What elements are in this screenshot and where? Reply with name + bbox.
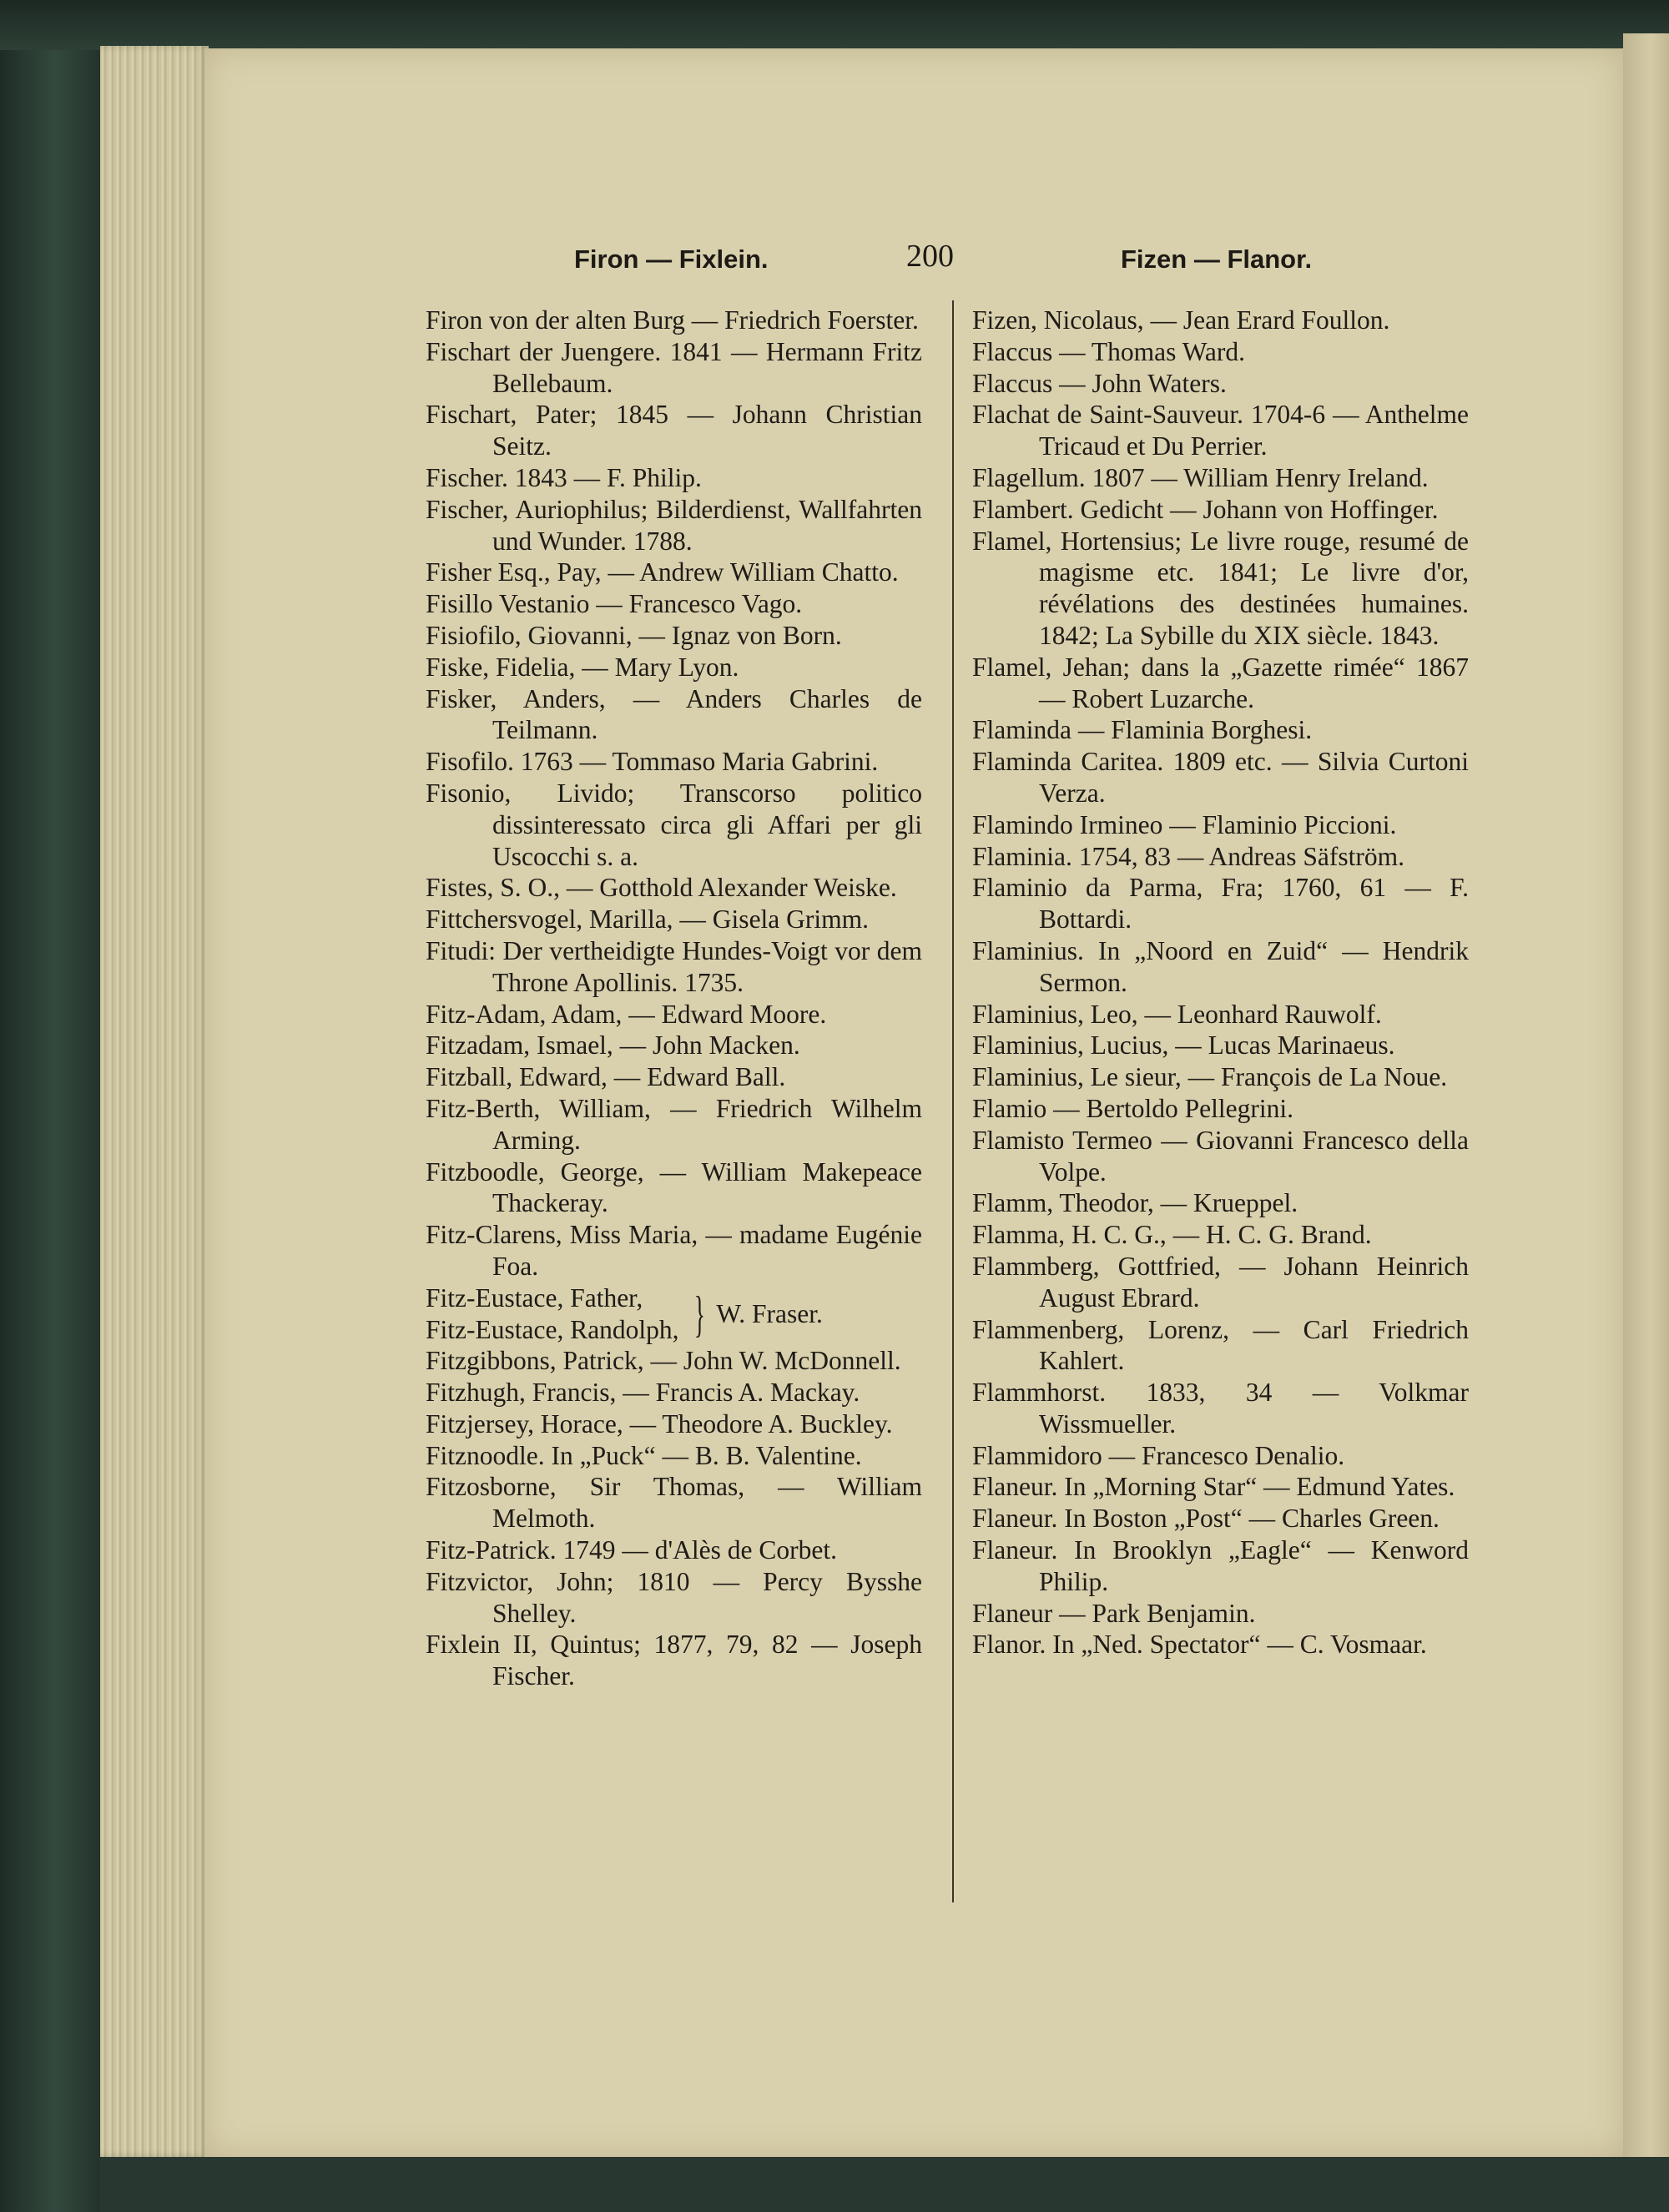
entry: Fitzgibbons, Patrick, — John W. McDonnell.	[426, 1346, 901, 1376]
entry: Fisofilo. 1763 — Tommaso Maria Gabrini.	[426, 747, 879, 777]
entry: Fitz-Berth, William, — Friedrich Wilhelm Arming.	[426, 1093, 922, 1155]
book-binding	[0, 0, 100, 2212]
column-right	[972, 305, 1469, 1660]
entry: Flamel, Jehan; dans la „Gazette rimée“ 1867 — Robert Luzarche.	[972, 652, 1469, 713]
column-left	[426, 305, 922, 1692]
entry: Fitznoodle. In „Puck“ — B. B. Valentine.	[426, 1440, 862, 1470]
entry: Fitzvictor, John; 1810 — Percy Bysshe Shelley.	[426, 1566, 922, 1628]
entry: Flagellum. 1807 — William Henry Ireland.	[972, 462, 1429, 492]
entry: Fitz-Patrick. 1749 — d'Alès de Corbet.	[426, 1535, 837, 1565]
page-number: 200	[906, 239, 954, 274]
entry: Flaneur. In Boston „Post“ — Charles Green.	[972, 1504, 1440, 1534]
entry: Flaminius, Lucius, — Lucas Marinaeus.	[972, 1030, 1395, 1061]
entry: Fittchersvogel, Marilla, — Gisela Grimm.	[426, 904, 870, 935]
bottom-edge	[100, 2157, 1669, 2212]
entry: Flaneur. In Brooklyn „Eagle“ — Kenword Philip.	[972, 1535, 1469, 1596]
entry: Fisker, Anders, — Anders Charles de Teilmann.	[426, 683, 922, 745]
entry: Fistes, S. O., — Gotthold Alexander Weiske.	[426, 873, 897, 903]
entry: Flamisto Termeo — Giovanni Francesco della Volpe.	[972, 1125, 1469, 1187]
entry: Fitzadam, Ismael, — John Macken.	[426, 1030, 800, 1061]
entry: Flamio — Bertoldo Pellegrini.	[972, 1093, 1293, 1123]
entry: Fitzhugh, Francis, — Francis A. Mackay.	[426, 1378, 860, 1408]
entry: Flaminda Caritea. 1809 etc. — Silvia Curtoni Verza.	[972, 747, 1469, 808]
entry: Fitz-Eustace, Father,	[426, 1282, 643, 1313]
entry: Flamel, Hortensius; Le livre rouge, resumé de magisme etc. 1841; Le livre d'or, révélations des destinées humaines. 1842; La Sybille du XIX siècle. 1843.	[972, 526, 1469, 650]
entry: Fitzball, Edward, — Edward Ball.	[426, 1062, 786, 1092]
entry: Fisillo Vestanio — Francesco Vago.	[426, 589, 803, 619]
entry: Fischer. 1843 — F. Philip.	[426, 462, 702, 492]
entry: Fixlein II, Quintus; 1877, 79, 82 — Joseph Fischer.	[426, 1630, 922, 1691]
entry: Fisiofilo, Giovanni, — Ignaz von Born.	[426, 620, 842, 650]
column-rule	[952, 300, 954, 1902]
entry: Flaminius. In „Noord en Zuid“ — Hendrik Sermon.	[972, 935, 1469, 997]
entry: Flambert. Gedicht — Johann von Hoffinger.	[972, 494, 1439, 524]
entry: Fitzjersey, Horace, — Theodore A. Buckley.	[426, 1408, 893, 1439]
entry: Flamma, H. C. G., — H. C. G. Brand.	[972, 1220, 1372, 1250]
running-head-left: Firon — Fixlein.	[574, 244, 769, 274]
entry: Flaminio da Parma, Fra; 1760, 61 — F. Bottardi.	[972, 873, 1469, 935]
entry: Fischart der Juengere. 1841 — Hermann Fritz Bellebaum.	[426, 336, 922, 398]
entry: Flamindo Irmineo — Flaminio Piccioni.	[972, 809, 1397, 839]
entry: Flammidoro — Francesco Denalio.	[972, 1440, 1345, 1470]
adjacent-page	[1623, 33, 1669, 2169]
top-edge	[0, 0, 1669, 50]
entry: Fizen, Nicolaus, — Jean Erard Foullon.	[972, 305, 1390, 335]
running-head-right: Fizen — Flanor.	[1121, 244, 1313, 274]
entry: Flachat de Saint-Sauveur. 1704-6 — Anthelme Tricaud et Du Perrier.	[972, 400, 1469, 461]
entry: Fiske, Fidelia, — Mary Lyon.	[426, 652, 739, 682]
entry: Fitzosborne, Sir Thomas, — William Melmoth.	[426, 1472, 922, 1534]
entry: Flaminius, Leo, — Leonhard Rauwolf.	[972, 999, 1382, 1029]
entry: Flaminius, Le sieur, — François de La Noue.	[972, 1062, 1448, 1092]
entry: Flammberg, Gottfried, — Johann Heinrich August Ebrard.	[972, 1251, 1469, 1313]
entry: Flammenberg, Lorenz, — Carl Friedrich Kahlert.	[972, 1314, 1469, 1376]
entry: Firon von der alten Burg — Friedrich Foerster.	[426, 305, 919, 335]
bracketed-entry-group	[426, 1282, 922, 1346]
entry: Fitz-Clarens, Miss Maria, — madame Eugénie Foa.	[426, 1220, 922, 1281]
entry: Flaccus — John Waters.	[972, 368, 1227, 398]
entry: Fitz-Eustace, Randolph,	[426, 1314, 679, 1344]
entry: Fischart, Pater; 1845 — Johann Christian Seitz.	[426, 400, 922, 461]
page-edges	[100, 46, 209, 2157]
brace: }	[693, 1286, 705, 1342]
entry: Flaminia. 1754, 83 — Andreas Säfström.	[972, 841, 1404, 871]
entry: Fitudi: Der vertheidigte Hundes-Voigt vor dem Throne Apollinis. 1735.	[426, 935, 922, 997]
entry: Fisher Esq., Pay, — Andrew William Chatto.	[426, 557, 899, 587]
entry: Flaminda — Flaminia Borghesi.	[972, 715, 1313, 745]
entry: Flanor. In „Ned. Spectator“ — C. Vosmaar.	[972, 1630, 1427, 1660]
shared-attribution: W. Fraser.	[716, 1298, 823, 1328]
entry: Fitzboodle, George, — William Makepeace Thackeray.	[426, 1156, 922, 1218]
entry: Flammhorst. 1833, 34 — Volkmar Wissmueller.	[972, 1378, 1469, 1439]
entry: Flaccus — Thomas Ward.	[972, 336, 1245, 366]
entry: Flaneur. In „Morning Star“ — Edmund Yates.	[972, 1472, 1455, 1502]
entry: Fisonio, Livido; Transcorso politico dissinteressato circa gli Affari per gli Uscocchi s. a.	[426, 778, 922, 871]
entry: Fitz-Adam, Adam, — Edward Moore.	[426, 999, 827, 1029]
bracketed-entries	[426, 1282, 679, 1346]
entry: Flamm, Theodor, — Krueppel.	[972, 1188, 1298, 1218]
entry: Flaneur — Park Benjamin.	[972, 1598, 1256, 1628]
entry: Fischer, Auriophilus; Bilderdienst, Wallfahrten und Wunder. 1788.	[426, 494, 922, 556]
